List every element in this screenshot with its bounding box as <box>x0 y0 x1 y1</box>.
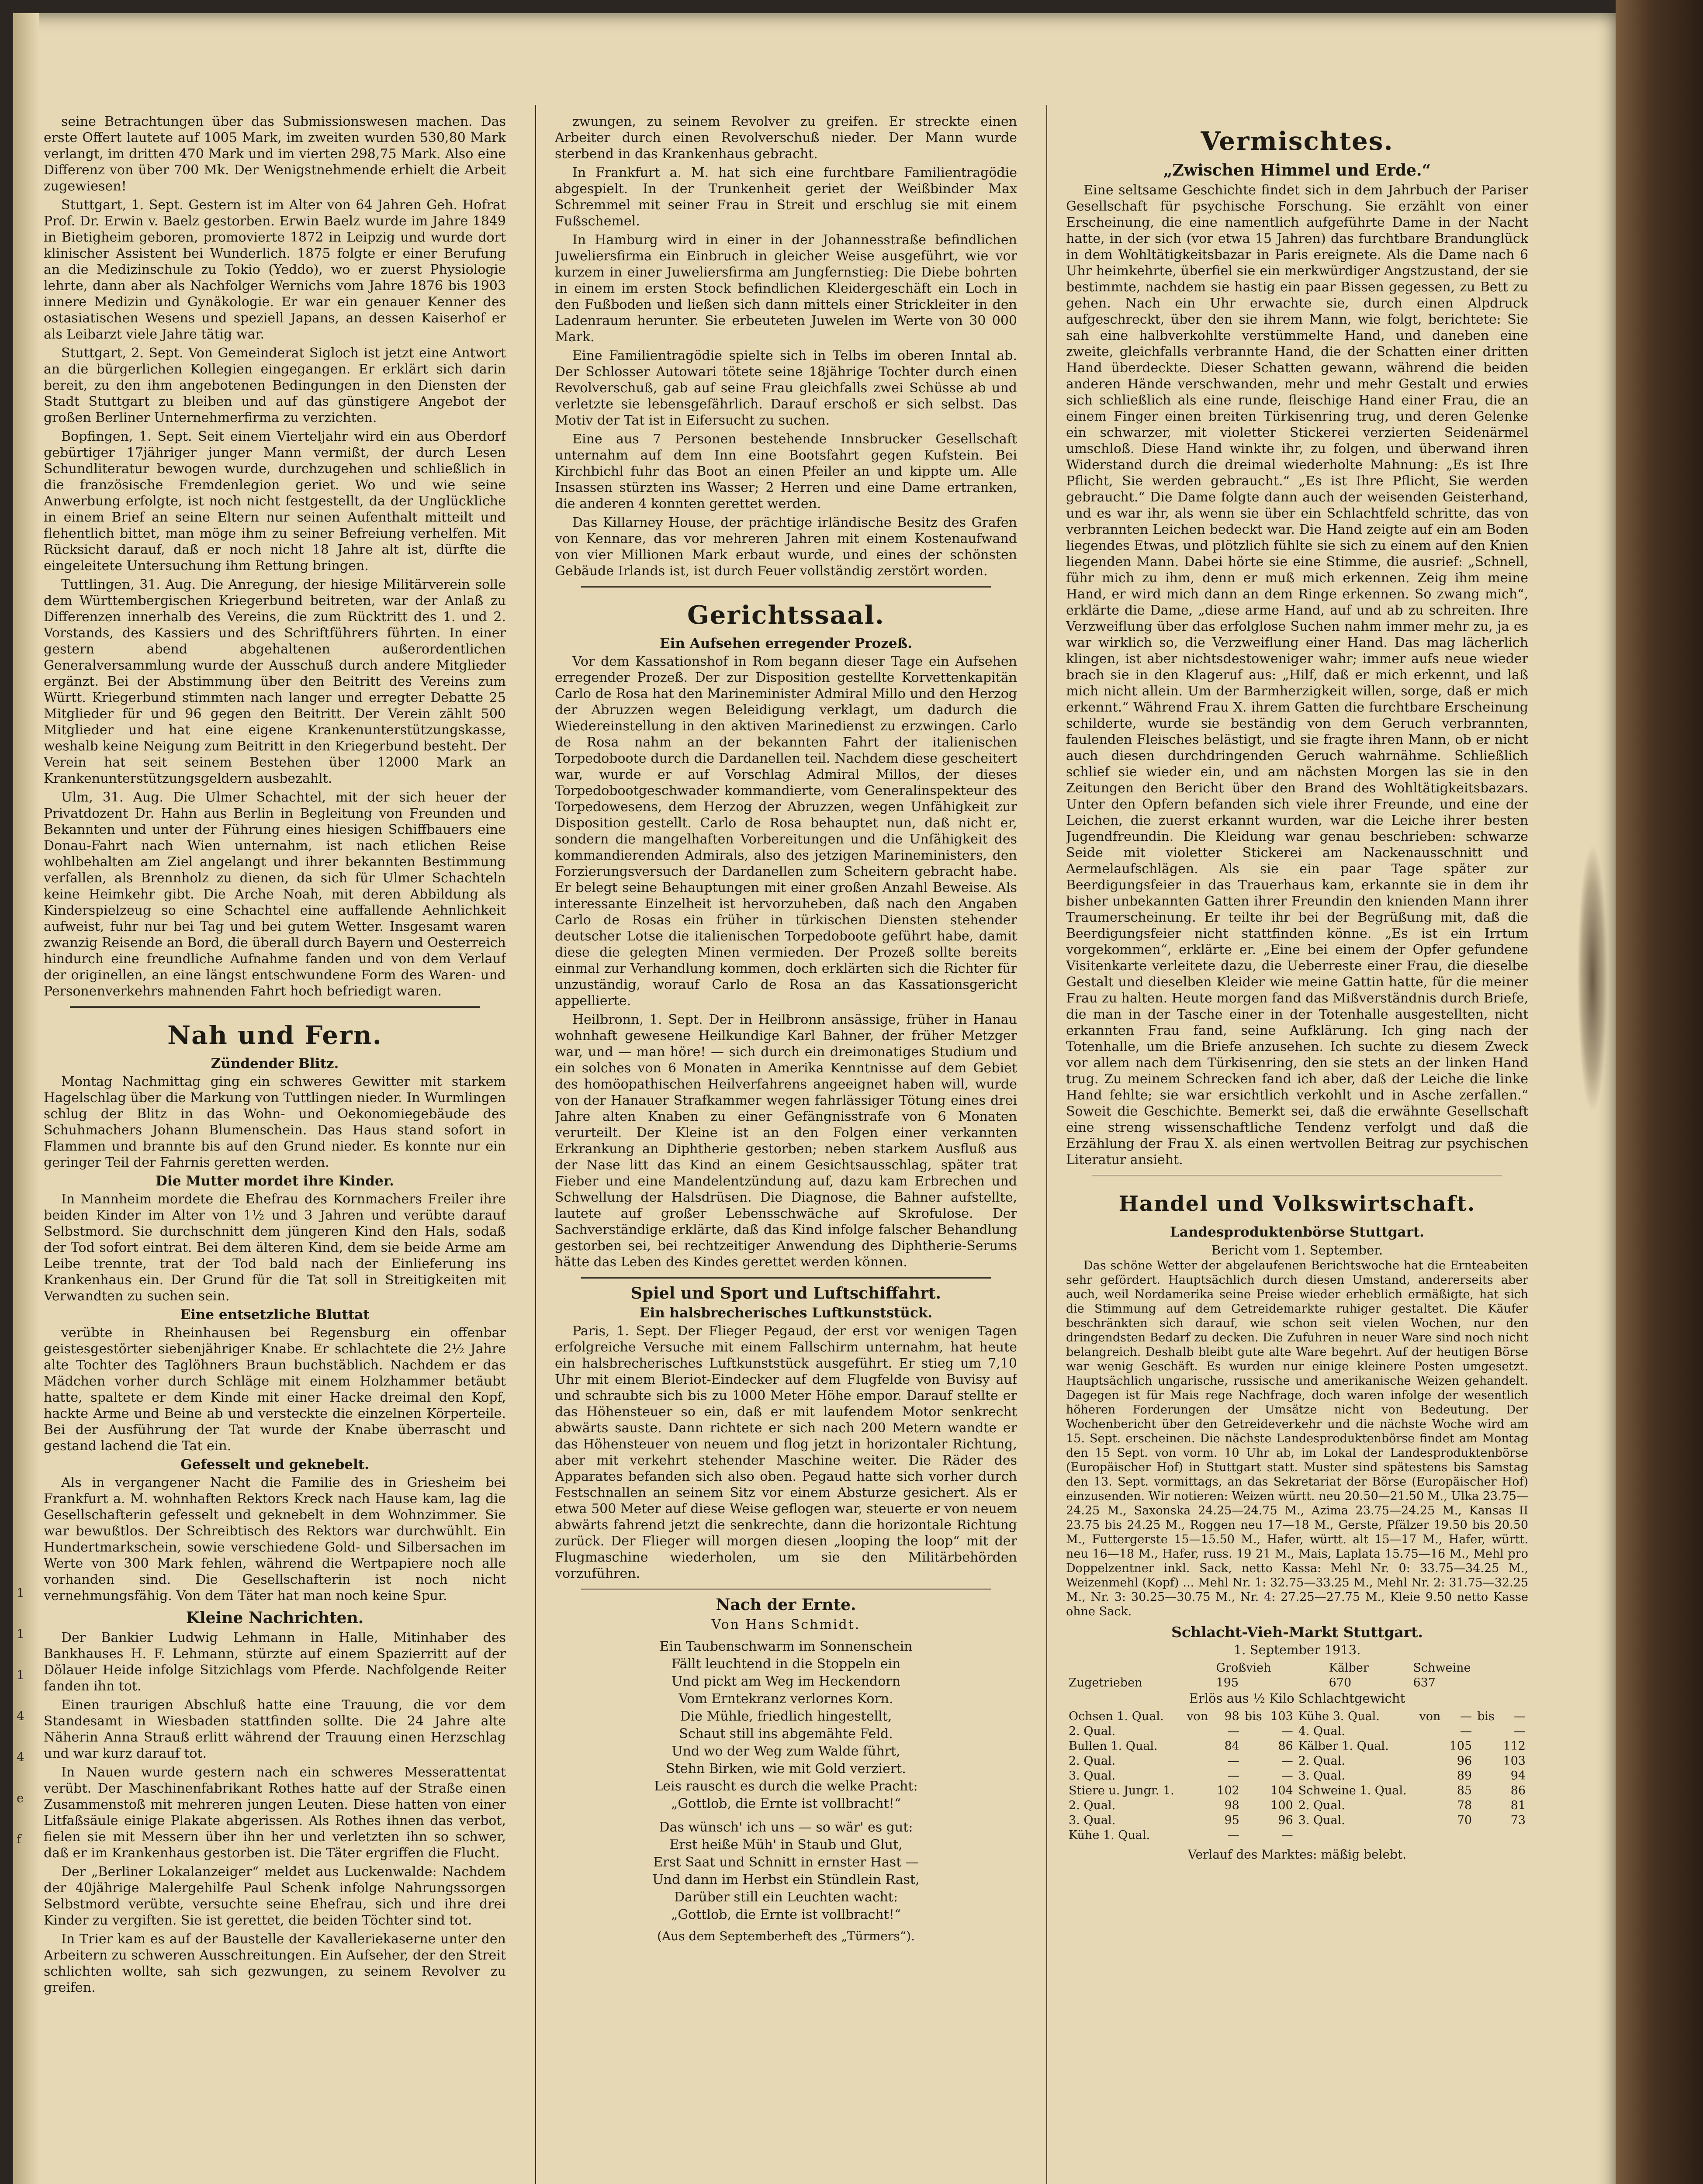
table-cell <box>1499 1828 1528 1843</box>
table-cell: — <box>1281 1754 1293 1768</box>
table-cell: 96 <box>1278 1814 1293 1827</box>
section-divider <box>581 586 991 587</box>
price-caption: Erlös aus ½ Kilo Schlachtgewicht <box>1189 1691 1405 1706</box>
poem-line: Und pickt am Weg im Heckendorn <box>672 1674 900 1689</box>
item-title: Gefesselt und geknebelt. <box>180 1457 369 1472</box>
poem-line: Und wo der Weg zum Walde führt, <box>672 1744 900 1759</box>
article-paragraph: In Hamburg wird in einer in der Johannesstraße befindlichen Juweliersfirma ein Einbruch in gleicher Weise ausgeführt, wie vor kurzem in einer Juweliersfirma am Jungfernstieg: Die Diebe bohrten in einem im ersten Stock befindlichen Kleidergeschäft ein Loch in den Fußboden und ließen sich dann mittels einer Strickleiter in den Ladenraum herunter. Sie erbeuteten Juwelen im Werte von 30 000 Mark. <box>555 232 1017 345</box>
article-title: Ein Aufsehen erregender Prozeß. <box>660 636 912 651</box>
poem-line: Ein Taubenschwarm im Sonnenschein <box>659 1639 913 1654</box>
table-cell: 95 <box>1224 1814 1239 1827</box>
table-cell <box>1184 1783 1212 1798</box>
margin-note: 1 <box>17 1668 24 1682</box>
table-cell: von <box>1187 1710 1208 1723</box>
poem-line: Stehn Birken, wie mit Gold verziert. <box>666 1761 906 1776</box>
table-cell: 103 <box>1270 1710 1293 1723</box>
article-paragraph: Tuttlingen, 31. Aug. Die Anregung, der hiesige Militärverein solle dem Württembergischen Kriegerbund beitreten, war der Anlaß zu Differenzen innerhalb des Vereins, die zum Rücktritt des 1. und 2. Vorstands, des Kassiers und des Schriftführers führten. In einer gestern abend abgehaltenen außerordentlichen Generalversammlung wurde der Ausschuß durch andere Mitglieder ergänzt. Bei der Abstimmung über den Beitritt des Vereins zum Württ. Kriegerbund stimmten nach langer und erregter Debatte 25 Mitglieder für und 96 gegen den Beitritt. Der Verein zählt 500 Mitglieder und hat eine eigene Krankenunterstützungskasse, weshalb keine Neigung zum Beitritt in den Kriegerbund besteht. Der Verein hat seit seinem Bestehen über 12000 Mark an Krankenunterstützungsgeldern ausbezahlt. <box>44 577 506 786</box>
table-cell: bis <box>1244 1710 1262 1723</box>
item-title: Zündender Blitz. <box>211 1056 339 1071</box>
poem-source: (Aus dem Septemberheft des „Türmers“). <box>657 1929 915 1943</box>
table-cell <box>1417 1769 1445 1783</box>
article-paragraph: Vor dem Kassationshof in Rom begann dieser Tage ein Aufsehen erregender Prozeß. Der zur Disposition gestellte Korvettenkapitän Carlo de Rosa hat den Marineminister Admiral Millo und den Herzog der Abruzzen wegen Beleidigung verklagt, um dadurch die Wiedereinstellung in den aktiven Marinedienst zu erzwingen. Carlo de Rosa nahm an der bekannten Fahrt der italienischen Torpedoboote durch die Dardanellen teil. Nachdem diese gescheitert war, wurde er auf Vorschlag Admiral Millos, der dieses Torpedobootgeschwader kommandierte, vom Generalinspekteur des Torpedowesens, dem Herzog der Abruzzen, wegen Unfähigkeit zur Disposition gestellt. Carlo de Rosa behauptet nun, daß nicht er, sondern die mangelhaften Vorbereitungen und die Unfähigkeit des kommandierenden Admirals, also des jetzigen Marineministers, den Forzierungsversuch der Dardanellen zum Scheitern gebracht habe. Er belegt seine Behauptungen mit einer großen Anzahl Beweise. Als interessante Einzelheit ist hervorzuheben, daß nach den Angaben Carlo de Rosas ein früher in türkischen Diensten stehender deutscher Lotse die italienischen Torpedoboote geführt habe, damit diese die gelegten Minen vermieden. Der Prozeß sollte bereits einmal zur Verhandlung kommen, doch erklärten sich die Richter für unzuständig, worauf Carlo de Rosa an das Kassationsgericht appellierte. <box>555 654 1017 1009</box>
table-cell: 102 <box>1217 1784 1239 1797</box>
column-2 <box>555 114 1017 2184</box>
table-cell: 103 <box>1503 1754 1526 1768</box>
book-spine <box>1616 0 1703 2184</box>
table-cell: — <box>1227 1769 1239 1783</box>
table-cell <box>1296 1828 1417 1843</box>
table-cell: von <box>1419 1710 1441 1723</box>
margin-note: 1 <box>17 1627 24 1641</box>
table-cell <box>1242 1798 1266 1813</box>
article-paragraph: Das Killarney House, der prächtige irländische Besitz des Grafen von Kennare, das vor mehreren Jahren mit einem Kostenaufwand von vier Millionen Mark erbaut wurde, und eines der schönsten Gebäude Irlands ist, ist durch Feuer vollständig zerstört worden. <box>555 515 1017 579</box>
margin-notes <box>17 1586 34 1873</box>
table-cell: 4. Qual. <box>1298 1724 1345 1738</box>
table-cell: 98 <box>1224 1799 1239 1812</box>
section-heading-handel: Handel und Volkswirtschaft. <box>1118 1192 1476 1216</box>
table-cell <box>1417 1828 1445 1843</box>
table-row <box>1066 1783 1528 1798</box>
table-row <box>1066 1769 1528 1783</box>
boerse-report: Das schöne Wetter der abgelaufenen Berichtswoche hat die Ernteabeiten sehr gefördert. Hauptsächlich durch diesen Umstand, andererseits aber auch, weil Nordamerika seine Preise wieder erheblich ermäßigte, hat sich die Stimmung auf dem Getreidemarkte ruhiger gestaltet. Die Käufer beschränkten sich darauf, wie schon seit vielen Wochen, nur den dringendsten Bedarf zu decken. Die Zufuhren in neuer Ware sind noch nicht belangreich. Deshalb bleibt gute alte Ware begehrt. Auf der heutigen Börse war wenig Geschäft. Es wurden nur einige kleinere Posten umgesetzt. Hauptsächlich ungarische, russische und amerikanische Weizen gehandelt. Dagegen ist für Mais rege Nachfrage, doch waren infolge der wesentlich höheren Forderungen der Umsätze nicht von Bedeutung. Der Wochenbericht über den Getreideverkehr und die nächste Woche wird am 15. Sept. erscheinen. Die nächste Landesproduktenbörse findet am Montag den 15 Sept. von vorm. 10 Uhr ab, im Lokal der Landesproduktenbörse (Europäischer Hof) in Stuttgart statt. Muster sind spätestens bis Samstag den 13. Sept. vormittags, an das Sekretariat der Börse (Europäischer Hof) einzusenden. Wir notieren: Weizen württ. neu 20.50—21.50 M., Ulka 23.75—24.25 M., Saxonska 24.25—24.75 M., Azima 23.75—24.25 M., Kansas II 23.75 bis 24.25 M., Roggen neu 17—18 M., Gerste, Pfälzer 19.50 bis 20.50 M., Futtergerste 15—15.50 M., Hafer, württ. alt 15—17 M., Hafer, württ. neu 16—18 M., Hafer, russ. 19 21 M., Mais, Laplata 15.75—16 M., Mehl pro Doppelzentner inkl. Sack, netto Kassa: Mehl Nr. 0: 33.75—34.25 M., Weizenmehl (Kopf) ... Mehl Nr. 1: 32.75—33.25 M., Mehl Nr. 2: 31.75—32.25 M., Nr. 3: 30.25—30.75 M., Nr. 4: 27.25—27.75 M., Kleie 9.50 netto Kasse ohne Sack. <box>1066 1259 1528 1618</box>
poem-line: Erst Saat und Schnitt in ernster Hast — <box>653 1855 919 1870</box>
cattle-market-title: Schlacht-Vieh-Markt Stuttgart. <box>1171 1624 1423 1641</box>
column-3 <box>1066 114 1528 2184</box>
table-row <box>1066 1676 1528 1690</box>
table-cell <box>1417 1739 1445 1754</box>
table-cell <box>1242 1769 1266 1783</box>
table-cell: — <box>1227 1724 1239 1738</box>
poem-author: Von Hans Schmidt. <box>711 1617 861 1632</box>
table-cell: 78 <box>1457 1799 1472 1812</box>
item-text: Als in vergangener Nacht die Familie des in Griesheim bei Frankfurt a. M. wohnhaften Rektors Kreck nach Hause kam, lag die Gesellschafterin gefesselt und geknebelt in dem Wohnzimmer. Sie war bewußtlos. Der Schreibtisch des Rektors war durchwühlt. Ein Hundertmarkschein, sowie verschiedene Gold- und Silbersachen im Werte von 300 Mark fehlen, während die Wertpapiere noch alle vorhanden sind. Die Gesellschafterin ist noch nicht vernehmungsfähig. Von dem Täter hat man noch keine Spur. <box>44 1475 506 1603</box>
article-paragraph: Stuttgart, 2. Sept. Von Gemeinderat Sigloch ist jetzt eine Antwort an die bürgerlichen Kollegien eingegangen. Er erklärt sich darin bereit, zu den ihm angebotenen Bedingungen in den Diensten der Stadt Stuttgart zu bleiben und auf das günstigere Angebot der großen Berliner Unternehmerfirma zu verzichten. <box>44 346 506 425</box>
news-item: Der Bankier Ludwig Lehmann in Halle, Mitinhaber des Bankhauses H. F. Lehmann, stürzte auf einem Spazierritt auf der Dölauer Heide infolge Sitzichlags vom Pferde. Nachfolgende Reiter fanden ihn tot. <box>44 1630 506 1694</box>
table-cell: 2. Qual. <box>1069 1799 1116 1812</box>
item-text: verübte in Rheinhausen bei Regensburg ein offenbar geistesgestörter siebenjähriger Knabe. Er schlachtete die 2½ Jahre alte Tochter des Taglöhners Braun buchstäblich. Nachdem er das Mädchen vorher durch Schläge mit einem Holzhammer betäubt hatte, spaltete er dem Kinde mit einer Hacke dreimal den Kopf, hackte Arme und Beine ab und versteckte die einzelnen Körperteile. Bei der Ausführung der Tat wurde der Knabe überrascht und gestand lachend die Tat ein. <box>44 1325 506 1454</box>
table-cell: 3. Qual. <box>1298 1814 1345 1827</box>
table-cell: — <box>1460 1724 1472 1738</box>
margin-note: 1 <box>17 1586 24 1600</box>
table-row <box>1066 1813 1528 1828</box>
section-heading-kleine-nachrichten: Kleine Nachrichten. <box>186 1609 364 1627</box>
poem-line: Darüber still ein Leuchten wacht: <box>674 1890 898 1905</box>
margin-note: e <box>17 1791 24 1805</box>
article-paragraph: Stuttgart, 1. Sept. Gestern ist im Alter von 64 Jahren Geh. Hofrat Prof. Dr. Erwin v. Baelz gestorben. Erwin Baelz wurde im Jahre 1849 in Bietigheim geboren, promovierte 1872 in Leipzig und wurde dort klinischer Assistent bei Wunderlich. 1875 folgte er einer Berufung an die Medizinschule zu Tokio (Yeddo), wo er zuerst Physiologie lehrte, dann aber als Nachfolger Wernichs vom Jahre 1876 bis 1903 innere Medizin und Gynäkologie. Er war ein genauer Kenner des ostasiatischen Wesens und speziell Japans, an dessen Kaiserhof er als Leibarzt viele Jahre tätig war. <box>44 197 506 342</box>
table-cell: Kühe 3. Qual. <box>1298 1710 1380 1723</box>
table-cell: 85 <box>1457 1784 1472 1797</box>
article-paragraph: seine Betrachtungen über das Submissionswesen machen. Das erste Offert lautete auf 1005 Mark, im zweiten wurden 530,80 Mark verlangt, im dritten 470 Mark und im vierten 298,75 Mark. Also eine Differenz von über 700 Mk. Der Wenigstnehmende erhielt die Arbeit zugewiesen! <box>44 114 506 194</box>
poem-line: Leis rauscht es durch die welke Pracht: <box>654 1779 918 1794</box>
table-cell <box>1475 1754 1499 1769</box>
table-cell: Ochsen 1. Qual. <box>1069 1710 1164 1723</box>
cattle-market-date: 1. September 1913. <box>1233 1642 1361 1657</box>
table-cell: 3. Qual. <box>1069 1769 1116 1783</box>
table-header-row <box>1066 1661 1528 1676</box>
table-cell <box>1242 1754 1266 1769</box>
table-cell: — <box>1514 1710 1526 1723</box>
paper-stain <box>1577 843 1608 1114</box>
column-1 <box>44 114 506 2184</box>
poem-line: „Gottlob, die Ernte ist vollbracht!“ <box>671 1907 901 1922</box>
price-table <box>1066 1709 1528 1843</box>
section-divider <box>581 1277 991 1279</box>
item-title: Eine entsetzliche Bluttat <box>180 1307 370 1323</box>
news-item: Einen traurigen Abschluß hatte eine Trauung, die vor dem Standesamt in Wiesbaden stattfinden sollte. Die 24 Jahre alte Näherin Anna Strauß erlitt während der Trauung einen Herzschlag und war kurz darauf tot. <box>44 1697 506 1761</box>
poem-line: Fällt leuchtend in die Stoppeln ein <box>671 1656 901 1672</box>
boerse-date: Bericht vom 1. September. <box>1211 1243 1383 1258</box>
article-paragraph: Eine Familientragödie spielte sich in Telbs im oberen Inntal ab. Der Schlosser Autowari tötete seine 18jährige Tochter durch einen Revolverschuß, gab auf seine Frau gleichfalls zwei Schüsse ab und verletzte sie lebensgefährlich. Darauf erschoß er sich selbst. Das Motiv der Tat ist in Eifersucht zu suchen. <box>555 348 1017 428</box>
table-cell: bis <box>1477 1710 1495 1723</box>
table-row <box>1066 1798 1528 1813</box>
market-note: Verlauf des Marktes: mäßig belebt. <box>1187 1847 1407 1862</box>
poem-line: Das wünsch' ich uns — so wär' es gut: <box>659 1820 913 1835</box>
table-cell <box>1184 1754 1212 1769</box>
table-cell: 86 <box>1278 1739 1293 1753</box>
article-title: „Zwischen Himmel und Erde.“ <box>1163 161 1431 180</box>
poem <box>555 1638 1017 1924</box>
table-cell <box>1475 1739 1499 1754</box>
table-cell <box>1475 1798 1499 1813</box>
section-divider <box>1092 1175 1502 1176</box>
table-cell: 105 <box>1449 1739 1472 1753</box>
article-paragraph: Paris, 1. Sept. Der Flieger Pegaud, der erst vor wenigen Tagen erfolgreiche Versuche mit einem Fallschirm unternahm, hat heute ein halsbrecherisches Luftkunststück ausgeführt. Er stieg um 7,10 Uhr mit einem Bleriot-Eindecker auf dem Flugfelde von Buvisy auf und schraubte sich bis zu 1000 Meter Höhe empor. Darauf stellte er das Höhensteuer so ein, daß er mit laufendem Motor senkrecht abwärts sauste. Dann richtete er sich nach 200 Metern wandte er das Höhensteuer von neuem und flog jetzt in horizontaler Richtung, aber mit verkehrt stehender Maschine weiter. Die Räder des Apparates befanden sich also oben. Pegaud hatte sich vorher durch Festschnallen an seinem Sitz vor einem Absturze gesichert. Als er etwa 500 Meter auf diese Weise geflogen war, steuerte er von neuem abwärts fahrend jetzt die senkrechte, dann die horizontale Richtung zurück. Der Flieger will morgen diesen „looping the loop“ mit der Flugmaschine wiederholen, um sie den Militärbehörden vorzuführen. <box>555 1324 1017 1581</box>
section-heading-nah-und-fern: Nah und Fern. <box>167 1020 382 1050</box>
poem-line: „Gottlob, die Ernte ist vollbracht!“ <box>671 1796 901 1811</box>
section-heading-vermischtes: Vermischtes. <box>1201 126 1394 156</box>
poem-line: Schaut still ins abgemähte Feld. <box>679 1726 893 1742</box>
table-cell <box>1445 1828 1475 1843</box>
item-title: Die Mutter mordet ihre Kinder. <box>156 1173 394 1189</box>
article-title: Ein halsbrecherisches Luftkunststück. <box>639 1305 933 1321</box>
table-cell: — <box>1460 1710 1472 1723</box>
newspaper-page <box>13 13 1616 2184</box>
table-cell: 98 <box>1224 1710 1239 1723</box>
margin-note: 4 <box>17 1709 24 1723</box>
table-cell: 2. Qual. <box>1298 1799 1345 1812</box>
table-cell: Kühe 1. Qual. <box>1069 1828 1150 1842</box>
news-item: In Nauen wurde gestern nach ein schweres Messerattentat verübt. Der Maschinenfabrikant Rothes hatte auf der Straße einen Zusammenstoß mit mehreren jungen Leuten. Diese hatten von einer Litfaßsäule einige Plakate abgerissen. Als Rothes ihnen das verbot, fielen sie mit Messern über ihn her und verletzten ihn so schwer, daß er im Krankenhaus gestorben ist. Die Täter ergriffen die Flucht. <box>44 1765 506 1861</box>
article-paragraph: Eine aus 7 Personen bestehende Innsbrucker Gesellschaft unternahm auf dem Inn eine Bootsfahrt gegen Kufstein. Bei Kirchbichl fuhr das Boot an einen Pfeiler an und kippte um. Alle Insassen stürzten ins Wasser; 2 Herren und eine Dame ertranken, die anderen 4 konnten gerettet werden. <box>555 432 1017 511</box>
table-cell <box>1475 1813 1499 1828</box>
table-cell <box>1475 1724 1499 1739</box>
table-header-cell: Großvieh <box>1216 1661 1271 1675</box>
table-cell <box>1242 1783 1266 1798</box>
table-cell <box>1417 1754 1445 1769</box>
column-rule <box>535 105 536 2184</box>
table-cell: 81 <box>1510 1799 1526 1812</box>
article-paragraph: Heilbronn, 1. Sept. Der in Heilbronn ansässige, früher in Hanau wohnhaft gewesene Heilkundige Karl Bahner, der früher Metzger war, und — man höre! — sich durch ein dreimonatiges Studium und ein solches von 6 Monaten in Amerika Kenntnisse auf dem Gebiet des homöopathischen Heilverfahrens angeeignet haben will, wurde von der Hanauer Strafkammer wegen fahrlässiger Tötung eines drei Jahre alten Knaben zu einer Gefängnisstrafe von 6 Monaten verurteilt. Der Kleine ist an den Folgen einer verkannten Erkrankung an Diphtherie gestorben; neben starkem Ausfluß aus der Nase litt das Kind an einem Gesichtsausschlag, später trat Fieber und eine Mandelentzündung auf, dazu kam Erbrechen und Schwellung der Halsdrüsen. Die Diagnose, die Bahner aufstellte, lautete auf großer Lebensschwäche auf Skrofulose. Der Sachverständige erklärte, daß das Kind infolge falscher Behandlung gestorben sei, bei rechtzeitiger Anwendung des Diphtherie-Serums hätte das Leben des Kindes gerettet werden können. <box>555 1012 1017 1270</box>
table-cell: 96 <box>1457 1754 1472 1768</box>
poem-line: Vom Erntekranz verlornes Korn. <box>678 1691 893 1707</box>
table-row <box>1066 1754 1528 1769</box>
margin-note: f <box>17 1832 21 1846</box>
table-cell <box>1475 1828 1499 1843</box>
section-heading-gerichtssaal: Gerichtssaal. <box>687 600 885 630</box>
table-cell: 670 <box>1329 1676 1352 1690</box>
table-cell: Schweine 1. Qual. <box>1298 1784 1407 1797</box>
table-cell: 73 <box>1510 1814 1526 1827</box>
table-cell <box>1242 1724 1266 1739</box>
table-cell: 3. Qual. <box>1069 1814 1116 1827</box>
table-cell <box>1184 1769 1212 1783</box>
table-cell: Kälber 1. Qual. <box>1298 1739 1389 1753</box>
table-cell: 195 <box>1216 1676 1239 1690</box>
item-text: Montag Nachmittag ging ein schweres Gewitter mit starkem Hagelschlag über die Markung von Tuttlingen nieder. In Wurmlingen schlug der Blitz in das Wohn- und Oekonomiegebäude des Schuhmachers Johann Blumenschein. Das Haus stand sofort in Flammen und brannte bis auf den Grund nieder. Es konnte nur ein geringer Teil der Fahrnis geretten werden. <box>44 1074 506 1170</box>
table-cell <box>1184 1813 1212 1828</box>
table-cell <box>1242 1813 1266 1828</box>
table-cell <box>1184 1828 1212 1843</box>
table-cell: — <box>1514 1724 1526 1738</box>
article-paragraph: Bopfingen, 1. Sept. Seit einem Vierteljahr wird ein aus Oberdorf gebürtiger 17jähriger junger Mann vermißt, der durch Lesen Schundliteratur bewogen wurde, durchzugehen und schließlich in die französische Fremdenlegion geriet. Wo und wie seine Anwerbung erfolgte, ist noch nicht festgestellt, da der Unglückliche in einem Brief an seine Eltern nur seinen Aufenthalt mitteilt und flehentlich bittet, man möge ihm zu seiner Befreiung verhelfen. Mit Rücksicht darauf, daß er noch nicht 18 Jahre alt ist, dürfte die eingeleitete Untersuchung ihm Rettung bringen. <box>44 429 506 574</box>
section-divider <box>70 1006 480 1008</box>
table-cell: 2. Qual. <box>1069 1724 1116 1738</box>
poem-line: Die Mühle, friedlich hingestellt, <box>680 1709 892 1724</box>
boerse-title: Landesproduktenbörse Stuttgart. <box>1170 1224 1424 1240</box>
article-paragraph: In Frankfurt a. M. hat sich eine furchtbare Familientragödie abgespielt. In der Trunkenheit geriet der Weißbinder Max Schremmel mit seiner Frau in Streit und erschlug sie mit einem Fußschemel. <box>555 165 1017 229</box>
table-cell: 86 <box>1510 1784 1526 1797</box>
poem-line: Erst heiße Müh' in Staub und Glut, <box>669 1837 903 1852</box>
table-cell <box>1417 1813 1445 1828</box>
news-item: In Trier kam es auf der Baustelle der Kavalleriekaserne unter den Arbeitern zu schweren Ausschreitungen. Ein Aufseher, der den Streit schlichten wollte, sah sich gezwungen, zu seinem Revolver zu greifen. <box>44 1932 506 1995</box>
table-cell <box>1184 1724 1212 1739</box>
section-divider <box>581 1589 991 1590</box>
table-cell: Zugetrieben <box>1069 1676 1142 1690</box>
table-cell: — <box>1227 1828 1239 1842</box>
table-cell: 2. Qual. <box>1069 1754 1116 1768</box>
table-row <box>1066 1739 1528 1754</box>
table-cell: — <box>1281 1724 1293 1738</box>
table-cell: 89 <box>1457 1769 1472 1783</box>
item-text: In Mannheim mordete die Ehefrau des Kornmachers Freiler ihre beiden Kinder im Alter von 1½ und 3 Jahren und verübte darauf Selbstmord. Sie durchschnitt dem jüngeren Kind den Hals, sodaß der Tod sofort eintrat. Bei dem älteren Kind, dem sie beide Arme am Leibe trennte, trat der Tod bald nach der Einlieferung ins Krankenhaus ein. Der Grund für die Tat soll in Streitigkeiten mit Verwandten zu suchen sein. <box>44 1192 506 1304</box>
table-cell: 84 <box>1224 1739 1239 1753</box>
poem-title: Nach der Ernte. <box>716 1596 856 1614</box>
table-cell <box>1475 1783 1499 1798</box>
table-cell <box>1242 1739 1266 1754</box>
table-cell: 112 <box>1503 1739 1526 1753</box>
table-cell: 2. Qual. <box>1298 1754 1345 1768</box>
poem-line: Und dann im Herbst ein Stündlein Rast, <box>652 1872 920 1887</box>
table-header-cell <box>1066 1661 1213 1676</box>
table-row <box>1066 1724 1528 1739</box>
table-cell: 104 <box>1270 1784 1293 1797</box>
article-paragraph: zwungen, zu seinem Revolver zu greifen. Er streckte einen Arbeiter durch einen Revolverschuß nieder. Der Mann wurde sterbend in das Krankenhaus gebracht. <box>555 114 1017 162</box>
table-row <box>1066 1709 1528 1724</box>
column-rule <box>1046 105 1047 2184</box>
table-header-cell: Schweine <box>1413 1661 1471 1675</box>
table-header-cell: Kälber <box>1329 1661 1369 1675</box>
table-cell: 100 <box>1270 1799 1293 1812</box>
table-cell: — <box>1281 1769 1293 1783</box>
table-cell: 70 <box>1457 1814 1472 1827</box>
table-cell: 637 <box>1413 1676 1436 1690</box>
table-cell <box>1242 1828 1266 1843</box>
cattle-market-table <box>1066 1661 1528 1690</box>
table-cell <box>1417 1798 1445 1813</box>
table-cell: 3. Qual. <box>1298 1769 1345 1783</box>
table-cell <box>1184 1739 1212 1754</box>
table-cell <box>1475 1769 1499 1783</box>
table-cell: 94 <box>1510 1769 1526 1783</box>
table-cell <box>1184 1798 1212 1813</box>
table-cell: — <box>1281 1828 1293 1842</box>
table-cell <box>1417 1724 1445 1739</box>
article-paragraph: Eine seltsame Geschichte findet sich in dem Jahrbuch der Pariser Gesellschaft für psychische Forschung. Sie erzählt von einer Erscheinung, die eine namentlich aufgeführte Dame in der Nacht hatte, in der sich (vor etwa 15 Jahren) das furchtbare Brandunglück in dem Wohltätigkeitsbazar in Paris ereignete. Als die Dame nach 6 Uhr heimkehrte, überfiel sie ein merkwürdiger Angstzustand, der sie bestimmte, nachdem sie hastig ein paar Bissen gegessen, zu Bett zu gehen. Nach ein Uhr erwachte sie, durch einen Alpdruck aufgeschreckt, über den sie ihrem Mann, wie folgt, berichtete: Sie sah eine halbverkohlte verstümmelte Hand, und daneben eine zweite, gleichfalls verbrannte Hand, die der Schatten einer dritten Hand überdeckte. Dieser Schatten gewann, während die beiden anderen Hände verschwanden, mehr und mehr Gestalt und erwies sich schließlich als eine runde, fleischige Hand einer Frau, die an einem Finger einen breiten Türkisenring trug, und deren Gelenke ein schwarzer, mit violetter Stickerei verzierten Seidenärmel umschloß. Diese Hand winkte ihr, zu folgen, und überwand ihren Widerstand durch die dreimal wiederholte Mahnung: „Es ist Ihre Pflicht, Sie werden gebraucht.“ „Es ist Ihre Pflicht, Sie werden gebraucht.“ Die Dame folgte dann auch der weisenden Geisterhand, und es war ihr, als wenn sie über ein Schlachtfeld schritte, das von verbrannten Leichen bedeckt war. Die Hand zeigte auf ein am Boden liegendes Etwas, und plötzlich fühlte sie sich zu einem auf den Knien liegenden Mann. Dabei hörte sie eine Stimme, die ausrief: „Schnell, führ mich zu ihm, denn er muß mich erkennen. Zeig ihm meine Hand, er wird mich dann an dem Ringe erkennen. So zwang mich“, erklärte die Dame, „diese arme Hand, auf und ab zu schreiten. Ihre Verzweiflung über das erfolglose Suchen nahm immer mehr zu, ja es war wirklich so, die Verzweiflung einer Hand. Das mag lächerlich klingen, ist aber nichtsdestoweniger wahr; immer aufs neue wieder brach sie in den Klageruf aus: „Hilf, daß er mich erkennt, und laß mich nicht allein. Um der Barmherzigkeit willen, sorge, daß er mich erkennt.“ Während Frau X. ihrem Gatten die furchtbare Erscheinung schilderte, wurde sie beständig von dem Geruch verbrannten, faulenden Fleisches belästigt, und sie fragte ihren Mann, ob er nicht auch diesen durchdringenden Geruch wahrnähme. Schließlich schlief sie wieder ein, und am nächsten Morgen las sie in den Zeitungen den Bericht über den Brand des Wohltätigkeitsbazars. Unter den Opfern befanden sich viele ihrer Freunde, und eine der Leichen, die zuerst erkannt wurden, war die Leiche ihrer besten Jugendfreundin. Die Kleidung war genau beschrieben: schwarze Seide mit violetter Stickerei am Nackenausschnitt und Aermelaufschlägen. Als sie ein paar Tage später zur Beerdigungsfeier in das Trauerhaus kam, erkannte sie in dem ihr bisher unbekannten Gatten ihrer Freundin den knienden Mann ihrer Traumerscheinung. Er teilte ihr bei der Begrüßung mit, daß die Beerdigungsfeier nicht stattfinden könne. „Es ist ein Irrtum vorgekommen“, erklärte er. „Eine bei einem der Opfer gefundene Visitenkarte verleitete dazu, die Ueberreste einer Frau, die dieselbe Gestalt und dieselben Kleider wie meine Gattin hatte, für die meiner Frau zu halten. Heute morgen fand das Mißverständnis durch Briefe, die man in der Tasche einer in der Totenhalle ausgestellten, nicht erkannten Frau fand, seine Aufklärung. Ich ging nach der Totenhalle, um die Briefe anzusehen. Ich suchte zu diesem Zweck vor allem nach dem Türkisenring, den sie stets an der linken Hand trug. Zu meinem Schrecken fand ich aber, daß der Leiche die linke Hand fehlte; sie war ersichtlich verkohlt und in Asche zerfallen.“ Soweit die Geschichte. Bemerkt sei, daß die erwähnte Gesellschaft eine streng wissenschaftliche Tendenz verfolgt und daß die Erzählung der Frau X. als einen wertvollen Beitrag zur psychischen Literatur ansieht. <box>1066 183 1528 1168</box>
margin-note: 4 <box>17 1750 24 1764</box>
section-heading-sport: Spiel und Sport und Luftschiffahrt. <box>630 1284 941 1303</box>
table-cell: Stiere u. Jungr. 1. <box>1069 1784 1174 1797</box>
news-item: Der „Berliner Lokalanzeiger“ meldet aus Luckenwalde: Nachdem der 40jährige Malergehilfe Paul Schenk infolge Nahrungssorgen Selbstmord verübte, versuchte seine Ehefrau, sich und ihre drei Kinder zu vergiften. Sie ist gerettet, die beiden Töchter sind tot. <box>44 1864 506 1928</box>
table-cell: — <box>1227 1754 1239 1768</box>
article-paragraph: Ulm, 31. Aug. Die Ulmer Schachtel, mit der sich heuer der Privatdozent Dr. Hahn aus Berlin in Begleitung von Freunden und Bekannten und unter der Führung eines hiesigen Schiffbauers eine Donau-Fahrt nach Wien unternahm, ist nach etlichen Reise wohlbehalten am Ziel angelangt und ihrer bekannten Bestimmung verfallen, als Brennholz zu dienen, da sich für Ulmer Schachteln keine Heimkehr gibt. Die Arche Noah, mit deren Abbildung als Kinderspielzeug so eine Schachtel eine auffallende Aehnlichkeit aufweist, fuhr nur bei Tag und bei gutem Wetter. Insgesamt waren zwanzig Reisende an Bord, die überall durch Bayern und Oesterreich hindurch eine freundliche Aufnahme fanden und von dem Verlauf der originellen, an eine längst entschwundene Form des Waren- und Personenverkehrs mahnenden Fahrt hoch befriedigt waren. <box>44 790 506 999</box>
table-row <box>1066 1828 1528 1843</box>
table-cell: Bullen 1. Qual. <box>1069 1739 1158 1753</box>
table-cell <box>1417 1783 1445 1798</box>
